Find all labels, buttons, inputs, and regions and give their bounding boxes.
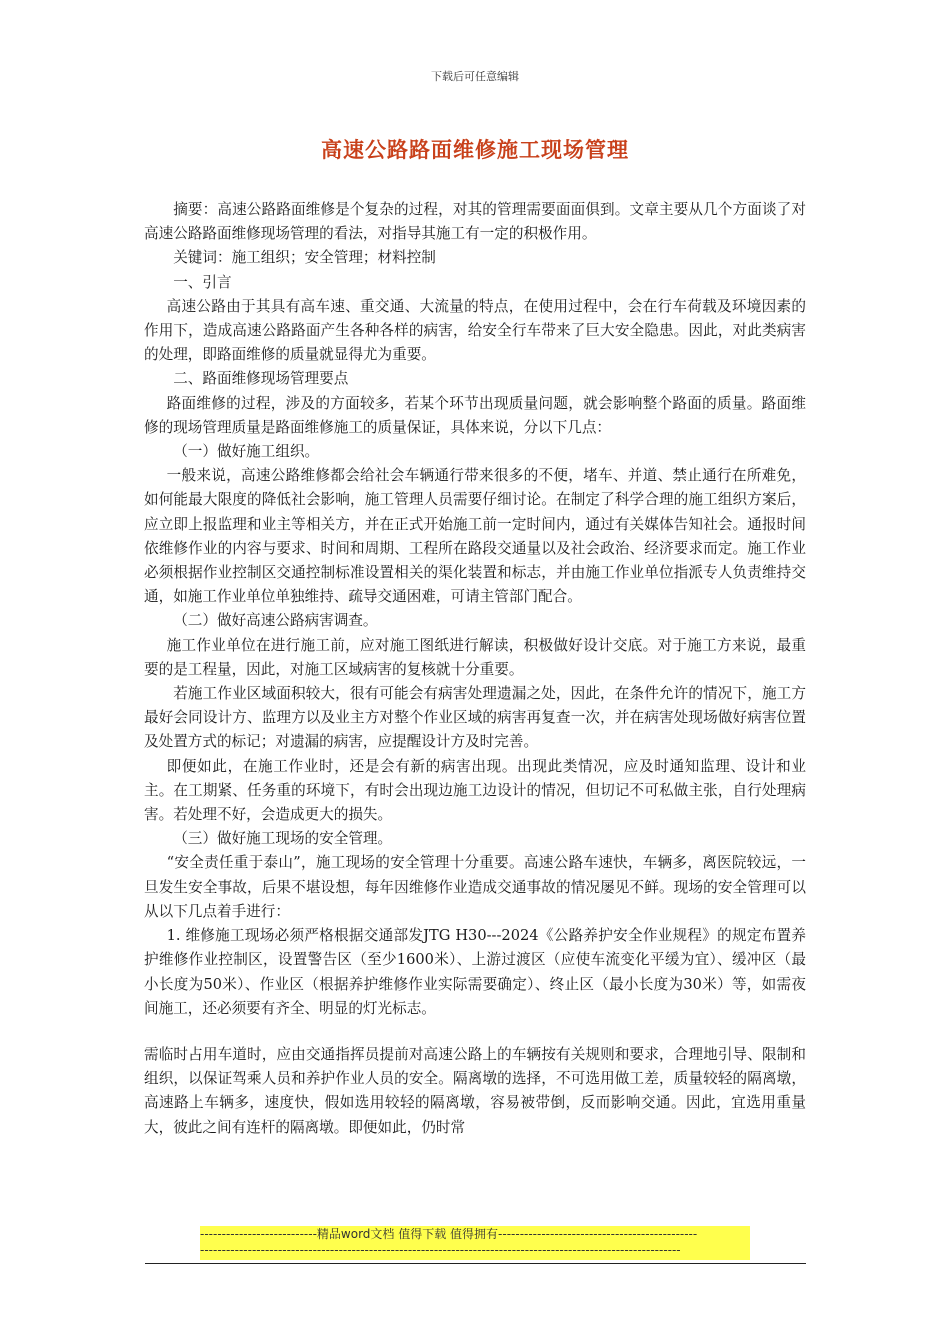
body-paragraph: 高速公路由于其具有高车速、重交通、大流量的特点，在使用过程中，会在行车荷载及环境因素的作用下，造成高速公路路面产生各种各样的病害，给安全行车带来了巨大安全隐患。因此，对此类病害的处理，即路面维修的质量就显得尤为重要。 (144, 297, 806, 364)
footer-banner (200, 1226, 750, 1260)
section-heading-key-points: 二、路面维修现场管理要点 (173, 370, 349, 388)
body-paragraph: “安全责任重于泰山”，施工现场的安全管理十分重要。高速公路车速快，车辆多，离医院较远，一旦发生安全事故，后果不堪设想，每年因维修作业造成交通事故的情况屡见不鲜。现场的安全管理可以从以下几点着手进行： (144, 854, 806, 920)
body-paragraph: 即便如此，在施工作业时，还是会有新的病害出现。出现此类情况，应及时通知监理、设计和业主。在工期紧、任务重的环境下，有时会出现边施工边设计的情况，但切记不可私做主张，自行处理病害。若处理不好，会造成更大的损失。 (144, 757, 806, 824)
paragraph-gap (144, 1021, 806, 1043)
footer-banner-line: --------------------------------------------------------------------------------------------------------------- (200, 1243, 681, 1257)
subsection-heading-survey: （二）做好高速公路病害调查。 (173, 612, 378, 630)
footer-banner-line: ---------------------------精品word文档 值得下载 值得拥有---------------------------------------------- (200, 1227, 698, 1241)
abstract-paragraph: 摘要：高速公路路面维修是个复杂的过程，对其的管理需要面面俱到。文章主要从几个方面谈了对高速公路路面维修现场管理的看法，对指导其施工有一定的积极作用。 (144, 201, 806, 243)
page-header-note: 下载后可任意编辑 (431, 70, 519, 83)
numbered-paragraph: 1. 维修施工现场必须严格根据交通部发JTG H30---2024《公路养护安全作业规程》的规定布置养护维修作业控制区，设置警告区（至少1600米）、上游过渡区（应使车流变化平缓为宜）、缓冲区（最小长度为50米）、作业区（根据养护维修作业实际需要确定）、终止区（最小长度为30米）等，如需夜间施工，还必须要有齐全、明显的灯光标志。 (144, 927, 806, 1017)
document-body (144, 198, 806, 1140)
body-paragraph: 路面维修的过程，涉及的方面较多，若某个环节出现质量问题，就会影响整个路面的质量。路面维修的现场管理质量是路面维修施工的质量保证，具体来说，分以下几点： (144, 394, 806, 436)
body-paragraph: 一般来说，高速公路维修都会给社会车辆通行带来很多的不便，堵车、并道、禁止通行在所难免，如何能最大限度的降低社会影响，施工管理人员需要仔细讨论。在制定了科学合理的施工组织方案后，应立即上报监理和业主等相关方，并在正式开始施工前一定时间内，通过有关媒体告知社会。通报时间依维修作业的内容与要求、时间和周期、工程所在路段交通量以及社会政治、经济要求而定。施工作业必须根据作业控制区交通控制标准设置相关的渠化装置和标志，并由施工作业单位指派专人负责维持交通，如施工作业单位单独维持、疏导交通困难，可请主管部门配合。 (144, 467, 806, 606)
subsection-heading-organization: （一）做好施工组织。 (173, 443, 320, 461)
body-paragraph: 施工作业单位在进行施工前，应对施工图纸进行解读，积极做好设计交底。对于施工方来说，最重要的是工程量，因此，对施工区域病害的复核就十分重要。 (144, 636, 806, 678)
keywords-paragraph: 关键词：施工组织；安全管理；材料控制 (173, 249, 436, 267)
section-heading-intro: 一、引言 (173, 273, 232, 291)
body-paragraph: 若施工作业区域面积较大，很有可能会有病害处理遗漏之处，因此，在条件允许的情况下，施工方最好会同设计方、监理方以及业主方对整个作业区域的病害再复查一次，并在病害处现场做好病害位置及处置方式的标记；对遗漏的病害，应提醒设计方及时完善。 (144, 685, 806, 751)
document-title: 高速公路路面维修施工现场管理 (321, 137, 629, 162)
body-paragraph: 需临时占用车道时，应由交通指挥员提前对高速公路上的车辆按有关规则和要求，合理地引导、限制和组织，以保证驾乘人员和养护作业人员的安全。隔离墩的选择，不可选用做工差，质量较轻的隔离墩，高速路上车辆多，速度快，假如选用较轻的隔离墩，容易被带倒，反而影响交通。因此，宜选用重量大，彼此之间有连杆的隔离墩。即便如此，仍时常 (144, 1045, 806, 1136)
footer-rule (145, 1263, 806, 1264)
subsection-heading-safety: （三）做好施工现场的安全管理。 (173, 830, 393, 848)
